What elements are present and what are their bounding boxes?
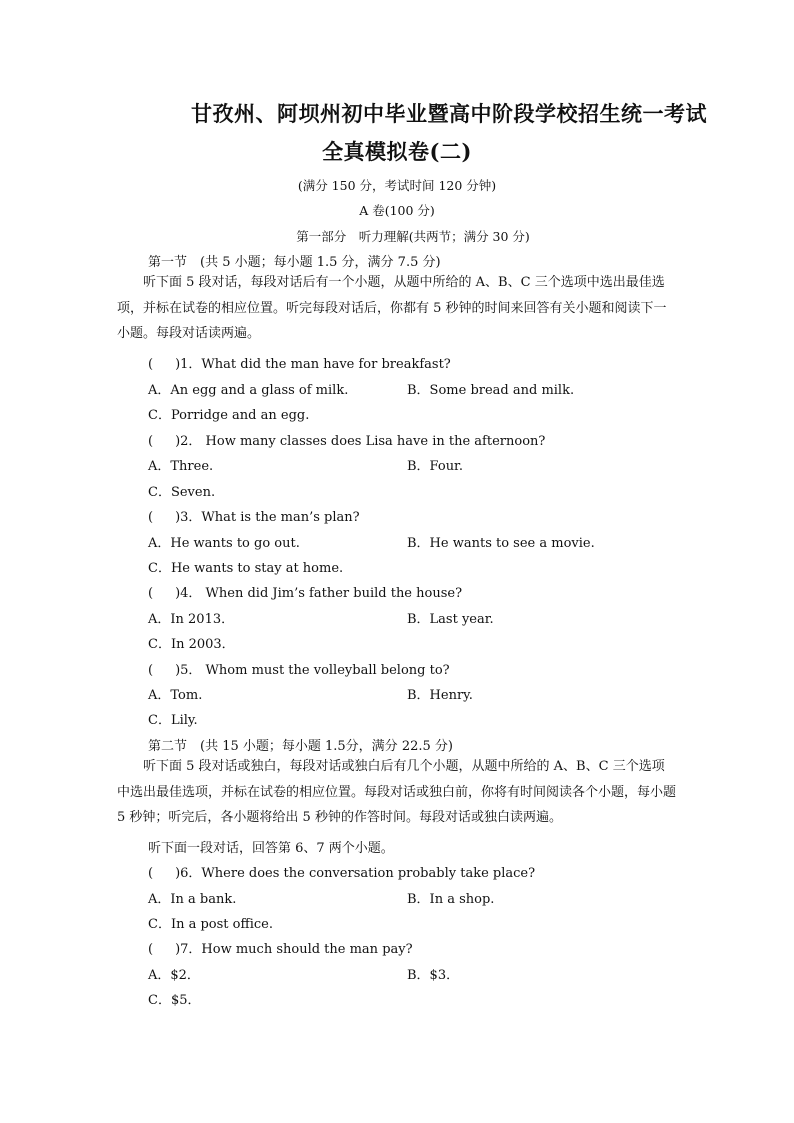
paren: ( (148, 942, 154, 957)
q5-option-b: B．Henry. (407, 688, 473, 703)
q7-option-b: B．$3． (407, 968, 460, 983)
paren: ( (148, 586, 154, 601)
question-text: )3．What is the man’s plan? (175, 510, 360, 525)
question-text: )4． When did Jim’s father build the house? (175, 586, 463, 601)
q5-option-c: C．Lily. (148, 713, 198, 728)
paren: ( (148, 663, 154, 678)
q3-option-b: B．He wants to see a movie. (407, 536, 595, 551)
paren: ( (148, 434, 154, 449)
q1-option-c: C．Porridge and an egg. (148, 408, 310, 423)
question-1 (148, 353, 451, 372)
question-2 (148, 430, 545, 449)
q2-option-c: C．Seven. (148, 485, 216, 500)
q4-option-b: B．Last year. (407, 612, 494, 627)
section1-instructions: 听下面 5 段对话，每段对话后有一个小题，从题中所给的 A、B、C 三个选项中选出最佳选项，并标在试卷的相应位置。听完每段对话后，你都有 5 秒钟的时间来回答有关小题和阅读下一小题。每段对话读两遍。 (117, 275, 667, 341)
question-text: )7．How much should the man pay? (175, 942, 413, 957)
question-text: )1．What did the man have for breakfast? (175, 357, 451, 372)
q5-option-a: A．Tom. (148, 688, 203, 703)
section1-header: 第一节 (共 5 小题；每小题 1.5 分，满分 7.5 分) (148, 255, 441, 270)
question-5 (148, 659, 450, 678)
paren: ( (148, 357, 154, 372)
paren: ( (148, 866, 154, 881)
q4-option-c: C．In 2003． (148, 637, 235, 652)
q2-option-a: A．Three. (148, 459, 214, 474)
question-text: )6．Where does the conversation probably take place? (175, 866, 536, 881)
question-7 (148, 938, 413, 957)
exam-title: 甘孜州、阿坝州初中毕业暨高中阶段学校招生统一考试 (191, 101, 707, 126)
q7-option-a: A．$2． (148, 968, 200, 983)
section2-header: 第二节 (共 15 小题；每小题 1.5分，满分 22.5 分) (148, 739, 453, 754)
question-text: )5． Whom must the volleyball belong to? (175, 663, 450, 678)
question-3 (148, 506, 360, 525)
q2-option-b: B．Four. (407, 459, 463, 474)
question-6 (148, 862, 535, 881)
question-text: )2． How many classes does Lisa have in the afternoon? (175, 434, 546, 449)
q3-option-c: C．He wants to stay at home. (148, 561, 344, 576)
q1-option-b: B．Some bread and milk. (407, 383, 575, 398)
q4-option-a: A．In 2013． (148, 612, 235, 627)
q6-option-c: C．In a post office. (148, 917, 273, 932)
section2-instructions: 听下面 5 段对话或独白，每段对话或独白后有几个小题，从题中所给的 A、B、C 三个选项中选出最佳选项，并标在试卷的相应位置。每段对话或独白前，你将有时间阅读各个小题，每小题 5 秒钟；听完后，各小题将给出 5 秒钟的作答时间。每段对话或独白读两遍。 (117, 759, 677, 825)
q6-option-b: B．In a shop. (407, 892, 495, 907)
q3-option-a: A．He wants to go out. (148, 536, 300, 551)
dialog-intro: 听下面一段对话，回答第 6、7 两个小题。 (148, 841, 394, 856)
exam-info: (满分 150 分，考试时间 120 分钟) (297, 178, 497, 193)
volume-label: A 卷(100 分) (359, 203, 435, 218)
exam-subtitle: 全真模拟卷(二) (322, 139, 472, 164)
paren: ( (148, 510, 154, 525)
q1-option-a: A．An egg and a glass of milk. (148, 383, 349, 398)
question-4 (148, 582, 462, 601)
part-heading: 第一部分 听力理解(共两节；满分 30 分) (296, 229, 530, 244)
q6-option-a: A．In a bank. (148, 892, 237, 907)
q7-option-c: C．$5． (148, 993, 201, 1008)
